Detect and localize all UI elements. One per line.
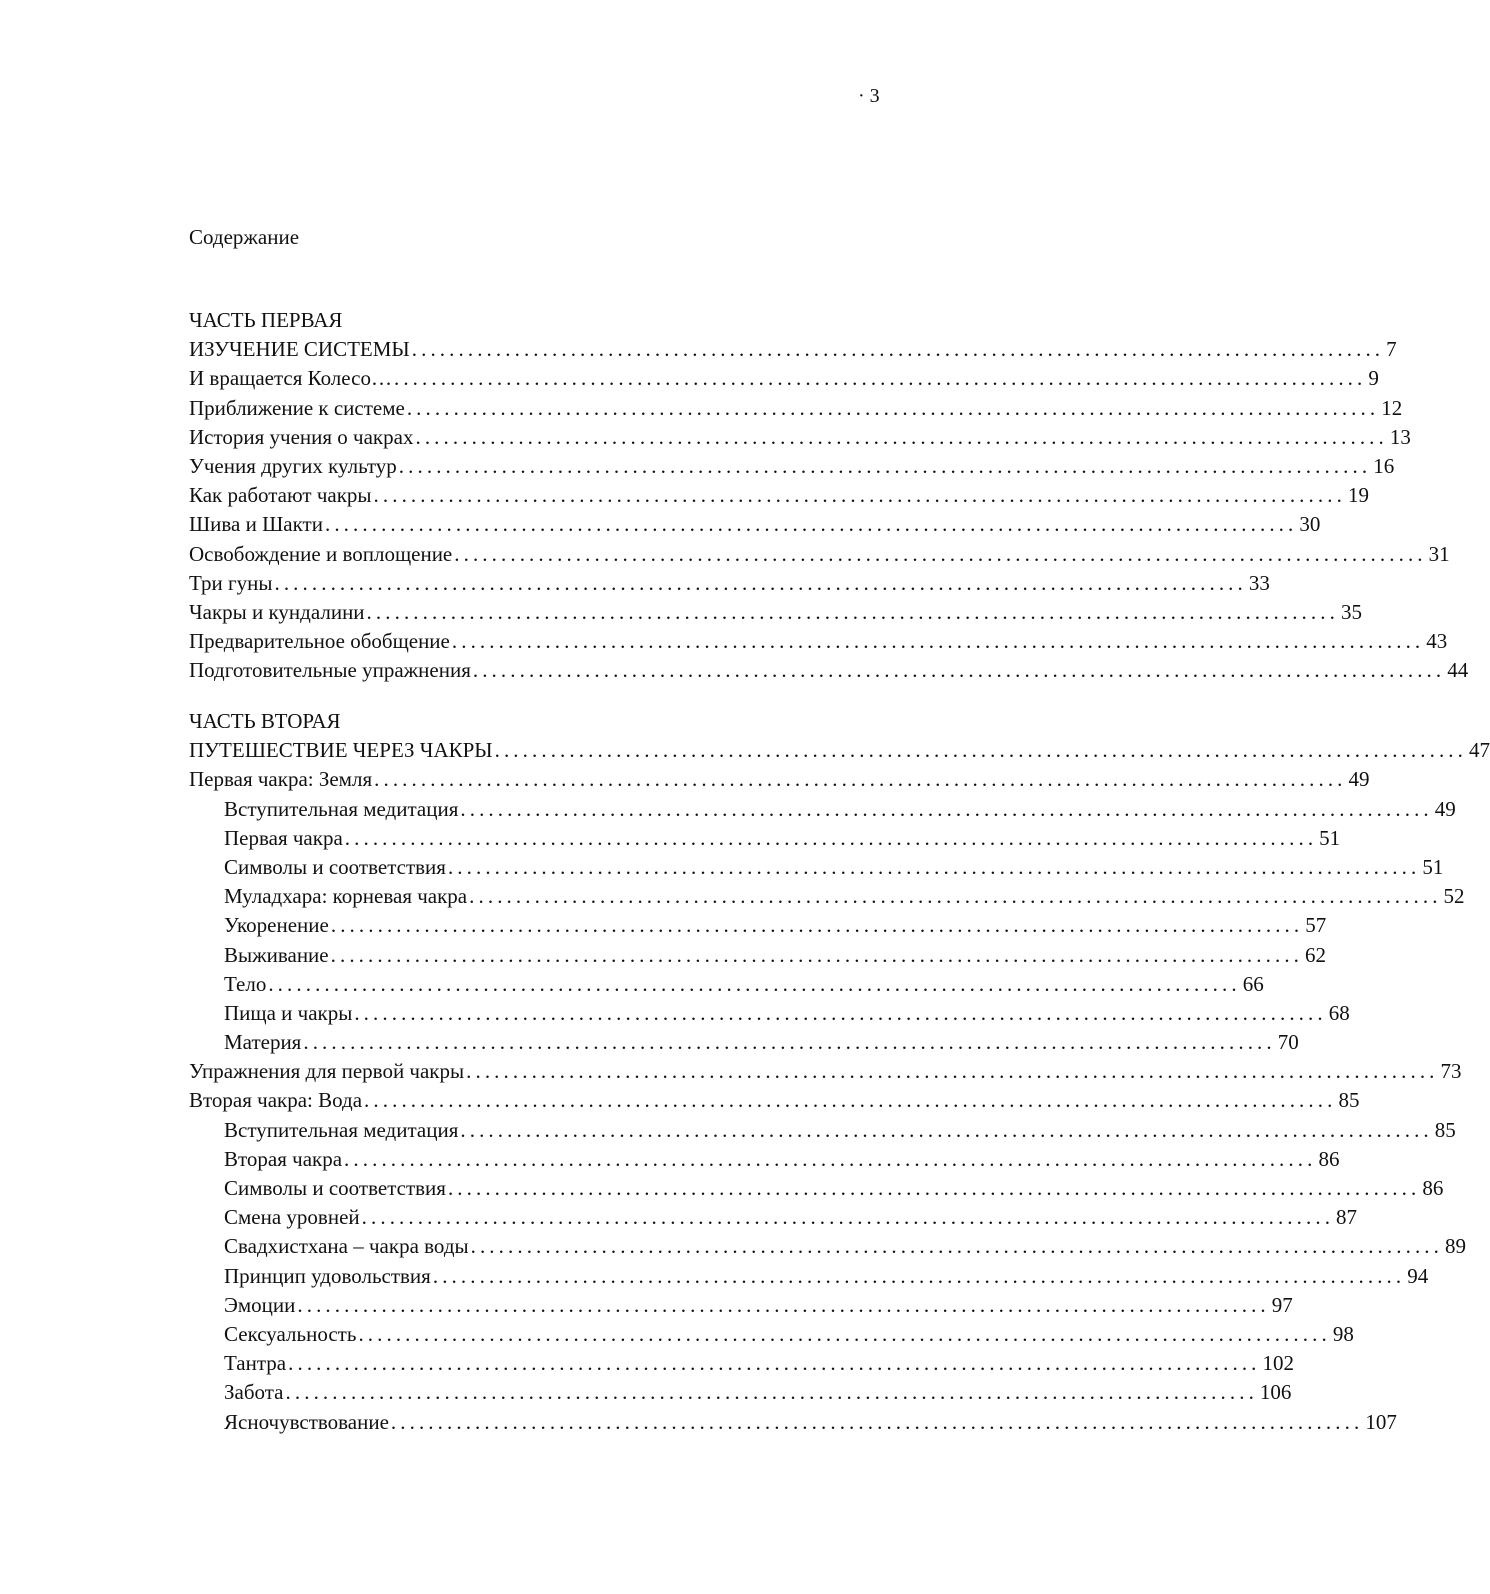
leader-dots: ........................................................................................................ [406, 395, 1380, 420]
toc-entry-title: Первая чакра: Земля [189, 767, 373, 792]
leader-dots: ........................................................................................................ [361, 1205, 1335, 1230]
leader-dots: ........................................................................................................ [364, 1088, 1337, 1113]
leader-dots: ........................................................................................................ [366, 599, 1339, 624]
leader-dots: ........................................................................................................ [472, 658, 1446, 683]
toc-entry-title: Предварительное обобщение [189, 629, 450, 654]
toc-entry-page: 86 [1422, 1176, 1444, 1200]
toc-entry-page: 87 [1336, 1205, 1358, 1230]
toc-entry[interactable] [189, 423, 1411, 452]
toc-entry[interactable] [189, 452, 1395, 481]
leader-dots: ........................................................................................................ [460, 1117, 1433, 1142]
leader-dots: ........................................................................................................ [285, 1380, 1258, 1405]
toc-subentry[interactable] [189, 970, 1264, 999]
toc-entry[interactable] [189, 481, 1369, 510]
toc-entry-page: 16 [1373, 453, 1395, 478]
toc-entry-page: 7 [1386, 337, 1397, 362]
toc-subentry[interactable] [189, 999, 1350, 1028]
leader-dots: ........................................................................................................ [432, 1263, 1406, 1288]
toc-subentry[interactable] [189, 824, 1341, 853]
leader-dots: ........................................................................................................ [460, 796, 1433, 821]
toc-entry-part-1-title[interactable] [189, 335, 1397, 364]
toc-entry-page: 66 [1242, 971, 1264, 996]
leader-dots: ........................................................................................................ [451, 629, 1425, 654]
toc-entry-page: 102 [1262, 1351, 1295, 1376]
toc-entry-page: 52 [1443, 884, 1465, 909]
toc-entry-title: Муладхара: корневая чакра [224, 884, 468, 909]
leader-dots: ........................................................................................................ [344, 825, 1318, 850]
leader-dots: ........................................................................................................ [274, 570, 1247, 595]
toc-entry[interactable] [189, 394, 1403, 423]
leader-dots: ........................................................................................................ [411, 337, 1385, 362]
toc-entry-part-2-title[interactable] [189, 736, 1490, 765]
toc-entry-page: 47 [1469, 738, 1490, 763]
toc-entry-title: Вступительная медитация [224, 796, 459, 821]
leader-dots: ........................................................................................................ [415, 424, 1388, 449]
toc-entry-page: 35 [1340, 599, 1362, 624]
page-number-value: 3 [869, 85, 880, 107]
leader-dots: ........................................................................................................ [466, 1059, 1439, 1084]
toc-subentry[interactable] [189, 1320, 1354, 1349]
toc-entry-title: Вступительная медитация [224, 1117, 459, 1142]
toc-subentry[interactable] [189, 1232, 1467, 1261]
toc-entry-title: Тантра [224, 1351, 287, 1376]
toc-entry-title: ИЗУЧЕНИЕ СИСТЕМЫ [189, 337, 410, 362]
toc-subentry[interactable] [189, 1116, 1456, 1145]
toc-entry-title: Шива и Шакти [189, 512, 323, 537]
toc-subentry[interactable] [189, 1378, 1292, 1407]
leader-dots: ........................................................................................................ [393, 366, 1367, 391]
toc-entry[interactable] [189, 569, 1270, 598]
toc-entry-title: Первая чакра [224, 825, 343, 850]
toc-subentry[interactable] [189, 853, 1444, 882]
leader-dots: ........................................................................................................ [373, 483, 1346, 508]
toc-entry[interactable] [189, 540, 1450, 569]
toc-entry-title: Принцип удовольствия [224, 1263, 431, 1288]
toc-entry-title: История учения о чакрах [189, 424, 414, 449]
toc-entry-page: 19 [1347, 483, 1369, 508]
leader-dots: ........................................................................................................ [330, 913, 1304, 938]
toc-entry-page: 73 [1440, 1059, 1462, 1084]
toc-entry-page: 9 [1368, 366, 1379, 391]
toc-entry[interactable] [189, 510, 1321, 539]
leader-dots: ........................................................................................................ [344, 1146, 1317, 1171]
toc-subentry[interactable] [189, 1203, 1358, 1232]
toc-subentry[interactable] [189, 1291, 1293, 1320]
leader-dots: ........................................................................................................ [303, 1030, 1276, 1055]
toc-entry[interactable] [189, 598, 1362, 627]
toc-entry-page: 85 [1338, 1088, 1360, 1113]
toc-entry-page: 49 [1434, 796, 1456, 821]
toc-entry-title: Свадхистхана – чакра воды [224, 1234, 469, 1259]
toc-entry-title: Чакры и кундалини [189, 599, 365, 624]
toc-entry[interactable] [189, 1086, 1360, 1115]
toc-entry-page: 62 [1305, 942, 1327, 967]
toc-entry[interactable] [189, 1057, 1462, 1086]
leader-dots: ........................................................................................................ [447, 1176, 1421, 1200]
leader-dots: ........................................................................................................ [374, 767, 1347, 792]
toc-subentry[interactable] [189, 1028, 1299, 1057]
toc-entry-title: Материя [224, 1030, 302, 1055]
toc-entry-title: Сексуальность [224, 1321, 357, 1346]
toc-entry-page: 98 [1332, 1321, 1354, 1346]
toc-part-1 [189, 306, 1469, 685]
toc-entry-page: 86 [1318, 1146, 1340, 1171]
toc-entry-title: Забота [224, 1380, 284, 1405]
toc-entry-page: 57 [1305, 913, 1327, 938]
toc-entry-title: Выживание [224, 942, 329, 967]
toc-entry-title: Смена уровней [224, 1205, 360, 1230]
toc-entry-title: Укоренение [224, 913, 329, 938]
toc-entry-title: Символы и соответствия [224, 854, 446, 879]
toc-entry-title: Подготовительные упражнения [189, 658, 471, 683]
toc-entry-title: Ясночувствование [224, 1409, 389, 1434]
toc-heading: Содержание [189, 225, 300, 249]
toc-entry-page: 44 [1447, 658, 1469, 683]
toc-subentry[interactable] [189, 1174, 1444, 1203]
toc-part-2 [189, 707, 1490, 1437]
leader-dots: ........................................................................................................ [470, 1234, 1444, 1259]
toc-entry-title: Учения других культур [189, 453, 397, 478]
toc-entry-page: 33 [1248, 570, 1270, 595]
toc-entry-page: 30 [1299, 512, 1321, 537]
toc-subentry[interactable] [189, 1408, 1397, 1437]
toc-entry-title: Приближение к системе [189, 395, 405, 420]
toc-entry-title: Освобождение и воплощение [189, 541, 453, 566]
toc-entry-page: 85 [1434, 1117, 1456, 1142]
leader-dots: ........................................................................................................ [268, 971, 1241, 996]
toc-subentry[interactable] [189, 795, 1456, 824]
leader-dots: ........................................................................................................ [288, 1351, 1261, 1376]
toc-entry-title: Вторая чакра: Вода [189, 1088, 363, 1113]
toc-entry-page: 70 [1277, 1030, 1299, 1055]
toc-entry-page: 31 [1428, 541, 1450, 566]
toc-subentry[interactable] [189, 882, 1465, 911]
toc-entry-title: Тело [224, 971, 267, 996]
toc-entry-page: 68 [1328, 1000, 1350, 1025]
toc-entry[interactable] [189, 627, 1448, 656]
leader-dots: ........................................................................................................ [469, 884, 1442, 909]
toc-subentry[interactable] [189, 1349, 1295, 1378]
toc-entry-title: И вращается Колесо… [189, 366, 392, 391]
toc-entry-page: 97 [1271, 1292, 1293, 1317]
leader-dots: ........................................................................................................ [330, 942, 1304, 967]
leader-dots: ........................................................................................................ [494, 738, 1468, 763]
leader-dots: ........................................................................................................ [358, 1321, 1331, 1346]
leader-dots: ........................................................................................................ [324, 512, 1298, 537]
leader-dots: ........................................................................................................ [447, 854, 1421, 879]
toc-entry-title: ПУТЕШЕСТВИЕ ЧЕРЕЗ ЧАКРЫ [189, 738, 493, 763]
toc-entry-page: 43 [1426, 629, 1448, 654]
leader-dots: ........................................................................................................ [390, 1409, 1364, 1434]
leader-dots: ........................................................................................................ [354, 1000, 1327, 1025]
toc-subentry[interactable] [189, 911, 1327, 940]
part-1-label: ЧАСТЬ ПЕРВАЯ [189, 308, 343, 332]
toc-entry[interactable] [189, 656, 1469, 685]
toc-entry-title: Три гуны [189, 570, 273, 595]
toc-entry[interactable] [189, 364, 1379, 393]
toc-subentry[interactable] [189, 941, 1327, 970]
toc-entry-title: Как работают чакры [189, 483, 372, 508]
toc-entry-page: 94 [1407, 1263, 1429, 1288]
leader-dots: ........................................................................................................ [398, 453, 1372, 478]
toc-subentry[interactable] [189, 1262, 1429, 1291]
page-number: · 3 [858, 85, 880, 107]
toc-entry-page: 106 [1259, 1380, 1292, 1405]
toc-entry-title: Упражнения для первой чакры [189, 1059, 465, 1084]
toc-subentry[interactable] [189, 1145, 1340, 1174]
toc-entry-page: 51 [1319, 825, 1341, 850]
toc-entry-title: Символы и соответствия [224, 1176, 446, 1200]
toc-entry[interactable] [189, 765, 1370, 794]
part-2-label: ЧАСТЬ ВТОРАЯ [189, 709, 341, 733]
leader-dots: ........................................................................................................ [297, 1292, 1270, 1317]
toc-entry-title: Пища и чакры [224, 1000, 353, 1025]
toc-entry-page: 89 [1445, 1234, 1467, 1259]
toc-entry-page: 51 [1422, 854, 1444, 879]
toc-entry-title: Эмоции [224, 1292, 296, 1317]
toc-entry-page: 12 [1381, 395, 1403, 420]
toc-entry-title: Вторая чакра [224, 1146, 343, 1171]
toc-entry-page: 107 [1365, 1409, 1397, 1434]
leader-dots: ........................................................................................................ [454, 541, 1427, 566]
toc-entry-page: 49 [1348, 767, 1370, 792]
toc-entry-page: 13 [1389, 424, 1411, 449]
